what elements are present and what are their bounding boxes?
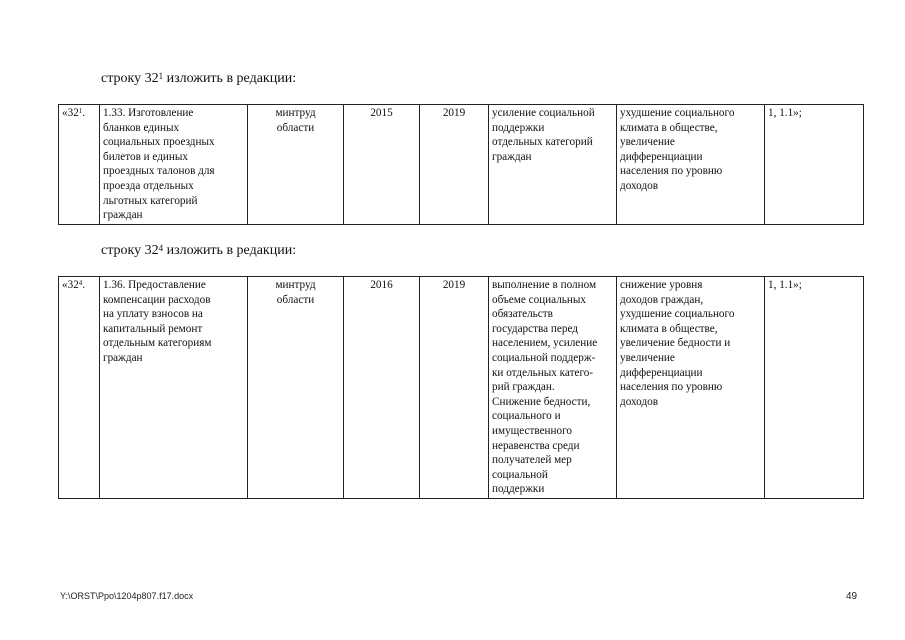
consequence-cell — [617, 277, 765, 499]
consequence-line: увеличение — [620, 351, 675, 364]
amendment-table-2 — [58, 276, 864, 499]
measure-name-line: 1.33. Изготовление — [103, 107, 194, 119]
intro-superscript: 1 — [158, 71, 164, 81]
page-number: 49 — [846, 591, 858, 602]
intro-text-main: строку 32 — [101, 243, 159, 258]
measure-name-line: граждан — [103, 351, 143, 364]
row-number-superscript: 1 — [78, 107, 83, 115]
measure-name-line: билетов и единых — [103, 150, 189, 163]
expected-result-line: выполнение в полном — [492, 279, 597, 291]
measure-name-line: 1.36. Предоставление — [103, 279, 206, 291]
measure-name-line: граждан — [103, 209, 143, 222]
expected-result-line: государства перед — [492, 322, 578, 335]
executor-line: области — [276, 293, 315, 306]
consequence-line: ухудшение социального — [620, 107, 735, 119]
row-number: «32 — [62, 107, 79, 119]
consequence-line: доходов граждан, — [620, 293, 704, 306]
intro-text-main: строку 32 — [101, 71, 159, 86]
expected-result-line: социальной — [492, 468, 548, 481]
expected-result-line: получателей мер — [492, 454, 572, 467]
end-year-cell: 2019 — [420, 105, 489, 225]
consequence-line: климата в обществе, — [620, 322, 718, 335]
executor-cell — [248, 105, 344, 225]
expected-result-line: поддержки — [492, 121, 545, 134]
expected-result-cell — [489, 105, 617, 225]
consequence-line: дифференциации — [620, 366, 703, 379]
expected-result-line: неравенства среди — [492, 439, 580, 452]
consequence-line: увеличение — [620, 136, 675, 149]
expected-result-line: социального и — [492, 410, 561, 423]
measure-name-cell — [100, 105, 248, 225]
consequence-line: дифференциации — [620, 150, 703, 163]
start-year-cell: 2015 — [344, 105, 420, 225]
measure-name-line: бланков единых — [103, 121, 180, 134]
row-number-superscript: 4 — [78, 279, 83, 287]
expected-result-line: обязательств — [492, 308, 553, 321]
measure-name-line: отдельным категориям — [103, 337, 212, 350]
consequence-cell — [617, 105, 765, 225]
expected-result-line: ки отдельных катего- — [492, 366, 594, 379]
intro-text-tail: изложить в редакции: — [163, 243, 297, 258]
consequence-line: увеличение бедности и — [620, 337, 731, 350]
expected-result-line: поддержки — [492, 483, 545, 496]
measure-name-line: проезда отдельных — [103, 179, 194, 192]
row-number-cell — [59, 277, 100, 499]
measure-name-line: льготных категорий — [103, 194, 198, 207]
measure-name-line: социальных проездных — [103, 136, 215, 149]
consequence-line: климата в обществе, — [620, 121, 718, 134]
expected-result-line: населением, усиление — [492, 337, 598, 350]
consequence-line: ухудшение социального — [620, 308, 735, 321]
expected-result-cell — [489, 277, 617, 499]
expected-result-line: отдельных категорий — [492, 136, 593, 149]
expected-result-line: объеме социальных — [492, 293, 586, 306]
expected-result-line: рий граждан. — [492, 381, 555, 394]
table-row — [59, 105, 864, 225]
measure-name-line: проездных талонов для — [103, 165, 215, 178]
consequence-line: населения по уровню — [620, 381, 723, 394]
expected-result-line: граждан — [492, 150, 532, 163]
start-year-cell: 2016 — [344, 277, 420, 499]
intro-superscript: 4 — [158, 243, 164, 253]
expected-result-line: усиление социальной — [492, 107, 595, 119]
row-number: «32 — [62, 279, 79, 291]
measure-name-line: капитальный ремонт — [103, 322, 203, 335]
executor-line: минтруд — [275, 279, 316, 291]
end-year-cell: 2019 — [420, 277, 489, 499]
row-number-dot: . — [82, 107, 86, 119]
intro-text-2 — [101, 242, 296, 260]
consequence-line: доходов — [620, 395, 659, 408]
measure-name-cell — [100, 277, 248, 499]
indicator-link-cell: 1, 1.1»; — [765, 277, 864, 499]
measure-name-line: компенсации расходов — [103, 293, 211, 306]
indicator-link-cell: 1, 1.1»; — [765, 105, 864, 225]
table-row — [59, 277, 864, 499]
executor-line: области — [276, 121, 315, 134]
amendment-table-1 — [58, 104, 864, 225]
footer-file-path: Y:\ORST\Ppo\1204p807.f17.docx — [60, 591, 194, 601]
intro-text-tail: изложить в редакции: — [163, 71, 297, 86]
row-number-cell — [59, 105, 100, 225]
consequence-line: доходов — [620, 179, 659, 192]
executor-cell — [248, 277, 344, 499]
measure-name-line: на уплату взносов на — [103, 308, 203, 321]
intro-text-1 — [101, 70, 296, 88]
expected-result-line: социальной поддерж- — [492, 351, 596, 364]
expected-result-line: имущественного — [492, 424, 573, 437]
consequence-line: населения по уровню — [620, 165, 723, 178]
row-number-dot: . — [82, 279, 86, 291]
executor-line: минтруд — [275, 107, 316, 119]
consequence-line: снижение уровня — [620, 279, 703, 291]
expected-result-line: Снижение бедности, — [492, 395, 591, 408]
